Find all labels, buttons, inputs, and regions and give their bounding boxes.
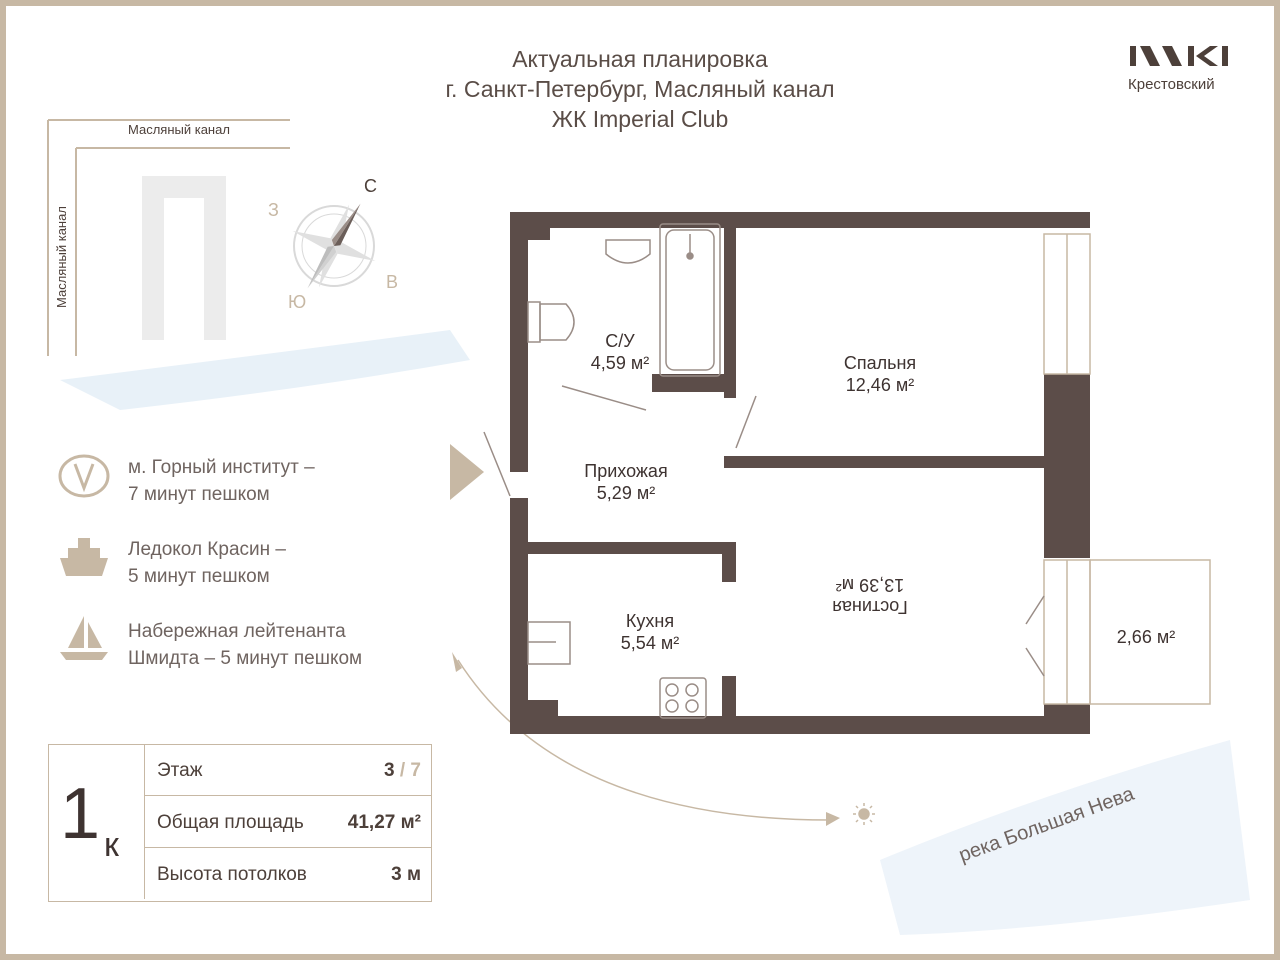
height-value: 3 м: [391, 864, 421, 885]
compass-west: З: [268, 200, 279, 220]
room-balcony: [1096, 626, 1196, 648]
landmark-line2: 5 минут пешком: [128, 566, 270, 587]
room-bathroom: [570, 330, 670, 374]
landmark-ship: [128, 536, 286, 590]
title-line-2: г. Санкт-Петербург, Масляный канал: [445, 76, 835, 102]
landmark-line1: Набережная лейтенанта: [128, 621, 346, 642]
landmark-line2: 7 минут пешком: [128, 484, 270, 505]
room-name: С/У: [605, 331, 635, 351]
sailboat-icon: [60, 616, 108, 660]
floor-total: 7: [410, 760, 421, 781]
landmark-line2: Шмидта – 5 минут пешком: [128, 648, 363, 669]
room-area: 2,66 м²: [1116, 627, 1176, 647]
room-count: 1: [60, 774, 101, 854]
floor-separator: /: [394, 760, 411, 781]
street-left: Масляный канал: [54, 206, 69, 308]
summary-row-floor: [144, 744, 431, 796]
summary-row-area: [144, 796, 431, 848]
floor-current: 3: [384, 760, 395, 781]
building-footprint: [142, 176, 226, 340]
metro-icon: [60, 456, 108, 496]
river-label: река Большая Нева: [956, 782, 1138, 867]
floor-label: Этаж: [157, 760, 203, 781]
water-wash: [880, 740, 1250, 935]
room-area: 5,29 м²: [596, 483, 656, 503]
site-map: [48, 120, 290, 356]
kitchen-sink: [528, 622, 570, 664]
room-hallway: [566, 460, 686, 504]
room-name: Спальня: [843, 353, 917, 373]
landmark-line1: м. Горный институт –: [128, 457, 315, 478]
height-label: Высота потолков: [157, 864, 307, 885]
room-area: 4,59 м²: [590, 353, 650, 373]
landmark-line1: Ледокол Красин –: [128, 539, 286, 560]
moon-icon: [452, 626, 460, 642]
room-area: 13,39 м²: [835, 575, 905, 595]
compass-north: С: [364, 176, 377, 196]
room-name: Гостиная: [832, 597, 908, 617]
entrance-arrow: [450, 444, 484, 500]
landmark-embankment: [128, 618, 362, 672]
room-name: Кухня: [625, 611, 675, 631]
logo-text: Крестовский: [1128, 76, 1215, 93]
room-living: [810, 574, 930, 618]
summary-row-height: [144, 848, 431, 899]
doors: [484, 386, 1044, 676]
ship-icon: [60, 538, 108, 576]
landmark-metro: [128, 454, 315, 508]
room-count-suffix: к: [104, 826, 119, 864]
water-wash: [60, 330, 470, 410]
compass-rose: [291, 201, 378, 291]
room-name: Прихожая: [584, 461, 668, 481]
compass-south: Ю: [288, 292, 307, 312]
sun-icon: [853, 803, 875, 825]
floor-value: [384, 760, 421, 782]
room-area: 12,46 м²: [845, 375, 915, 395]
compass-east: В: [386, 272, 399, 292]
area-label: Общая площадь: [157, 812, 304, 833]
sink: [606, 240, 650, 263]
area-value: 41,27 м²: [347, 812, 421, 833]
page-title: [0, 44, 1280, 134]
room-area: 5,54 м²: [620, 633, 680, 653]
room-kitchen: [590, 610, 710, 654]
room-bedroom: [820, 352, 940, 396]
building-marker: [214, 306, 226, 318]
title-line-3: ЖК Imperial Club: [551, 106, 729, 132]
title-line-1: Актуальная планировка: [512, 46, 768, 72]
street-top: Масляный канал: [128, 122, 230, 137]
stove: [660, 678, 706, 718]
toilet: [528, 302, 540, 342]
